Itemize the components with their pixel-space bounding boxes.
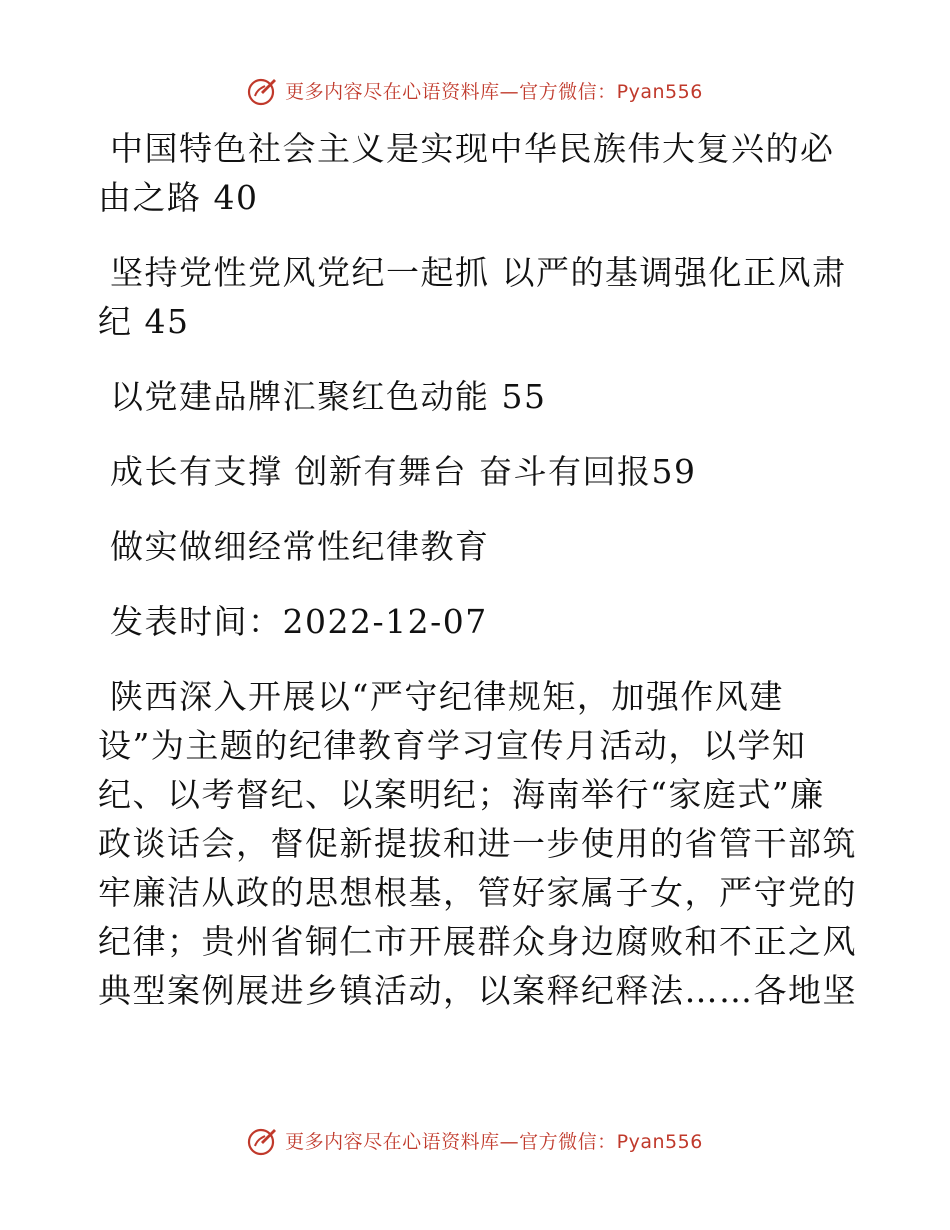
toc-entry — [98, 248, 850, 346]
pen-nib-icon — [247, 1124, 279, 1156]
pen-nib-icon — [247, 74, 279, 106]
text-line: 纪 45 — [98, 302, 190, 341]
watermark-text — [285, 1127, 703, 1154]
text-line: 成长有支撑 创新有舞台 奋斗有回报59 — [110, 452, 697, 491]
watermark-text-wechat: 官方微信：Pyan556 — [519, 80, 703, 103]
watermark-text-prefix: 更多内容尽在心语资料库— — [285, 1130, 520, 1153]
watermark-text-prefix: 更多内容尽在心语资料库— — [285, 80, 520, 103]
text-line: 典型案例展进乡镇活动，以案释纪释法……各地坚 — [98, 971, 857, 1010]
text-line: 发表时间：2022-12-07 — [110, 602, 488, 641]
text-line: 陕西深入开展以“严守纪律规矩，加强作风建 — [110, 677, 784, 716]
toc-entry — [98, 124, 850, 222]
text-line: 由之路 40 — [98, 178, 259, 217]
document-body — [98, 124, 857, 1041]
text-line: 设”为主题的纪律教育学习宣传月活动，以学知 — [98, 726, 807, 765]
text-line: 做实做细经常性纪律教育 — [110, 527, 490, 566]
text-line: 政谈话会，督促新提拔和进一步使用的省管干部筑 — [98, 824, 857, 863]
text-line: 中国特色社会主义是实现中华民族伟大复兴的必 — [110, 129, 835, 168]
publish-date — [98, 597, 850, 646]
text-line: 坚持党性党风党纪一起抓 以严的基调强化正风肃 — [110, 253, 847, 292]
toc-entry — [98, 447, 850, 496]
toc-entry — [98, 372, 850, 421]
article-title — [98, 522, 850, 571]
watermark-text — [285, 77, 703, 104]
watermark-banner-top — [0, 72, 950, 108]
text-line: 以党建品牌汇聚红色动能 55 — [110, 377, 547, 416]
article-paragraph — [98, 672, 857, 1015]
watermark-banner-bottom — [0, 1122, 950, 1158]
text-line: 纪、以考督纪、以案明纪；海南举行“家庭式”廉 — [98, 775, 825, 814]
text-line: 牢廉洁从政的思想根基，管好家属子女，严守党的 — [98, 873, 857, 912]
watermark-text-wechat: 官方微信：Pyan556 — [519, 1130, 703, 1153]
text-line: 纪律；贵州省铜仁市开展群众身边腐败和不正之风 — [98, 922, 857, 961]
